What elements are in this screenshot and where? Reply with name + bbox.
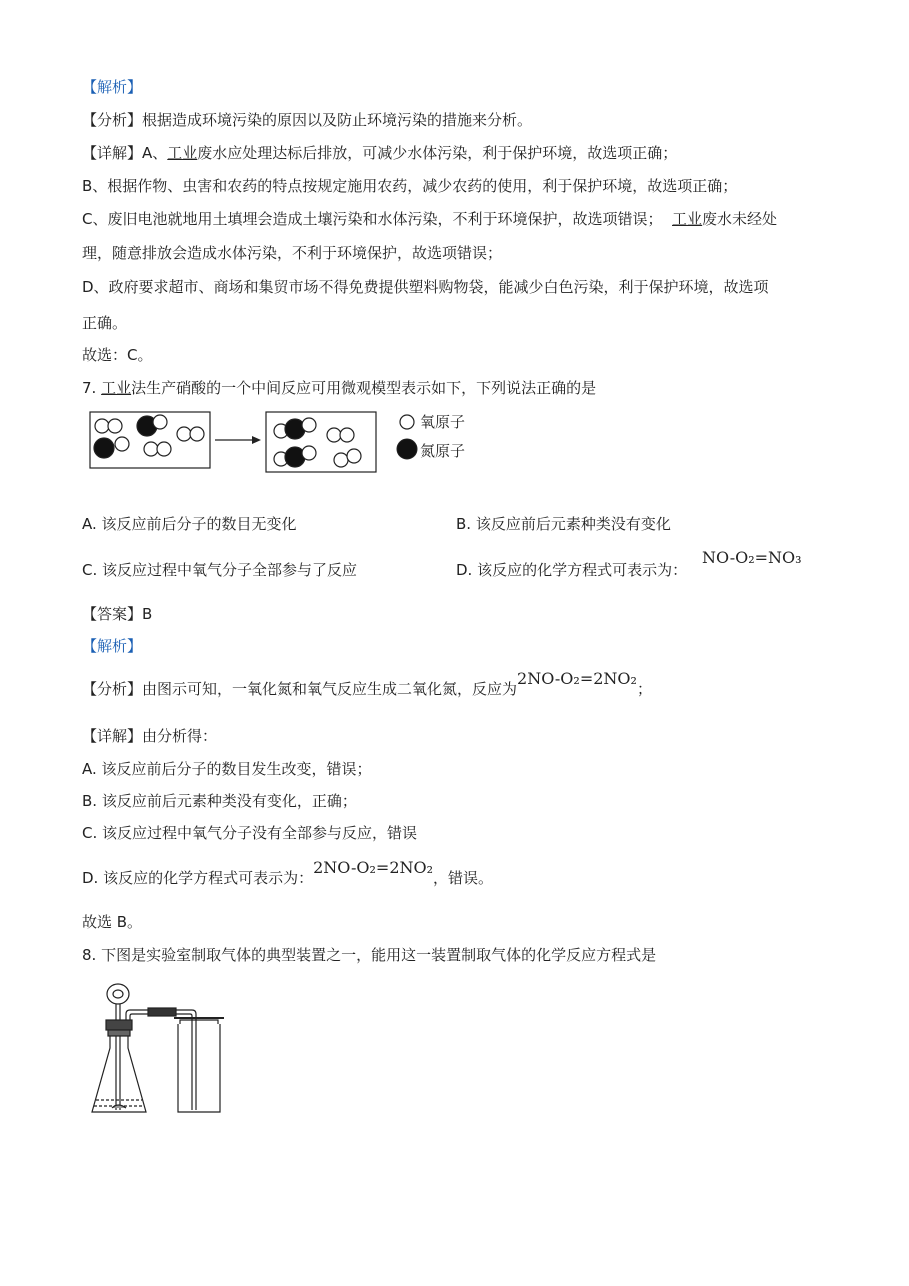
analysis-heading: 【解析】 (82, 78, 143, 96)
detail-line: 正确。 (82, 314, 128, 332)
detail-line: C、废旧电池就地用土填埋会造成土壤污染和水体污染，不利于环境保护，故选项错误； 工业废水未经处 (82, 210, 778, 228)
detail-line: D. 该反应的化学方程式可表示为：2NO-O₂=2NO₂，错误。 (82, 858, 494, 887)
option-c: C. 该反应过程中氧气分子全部参与了反应 (82, 561, 358, 579)
analysis-text: 【分析】由图示可知，一氧化氮和氧气反应生成二氧化氮，反应为2NO-O₂=2NO₂； (82, 669, 652, 698)
detail-line: B、根据作物、虫害和农药的特点按规定施用农药，减少农药的使用，利于保护环境，故选项正确； (82, 177, 738, 195)
analysis-text: 【分析】根据造成环境污染的原因以及防止环境污染的措施来分析。 (82, 111, 533, 129)
detail-equation: 2NO-O₂=2NO₂ (313, 858, 434, 877)
legend-nitrogen-label: 氮原子 (420, 442, 466, 460)
answer-line: 故选 B。 (82, 913, 143, 931)
legend-oxygen-label: 氧原子 (420, 413, 466, 431)
question-stem: 8. 下图是实验室制取气体的典型装置之一，能用这一装置制取气体的化学反应方程式是 (82, 946, 657, 964)
option-b: B. 该反应前后元素种类没有变化 (456, 515, 671, 533)
detail-line: 理，随意排放会造成水体污染，不利于环境保护，故选项错误； (82, 244, 503, 262)
detail-line: D、政府要求超市、商场和集贸市场不得免费提供塑料购物袋，能减少白色污染，利于保护环境，故选项 (82, 278, 769, 296)
analysis-equation: 2NO-O₂=2NO₂ (517, 669, 637, 688)
molecule-diagram (88, 404, 388, 474)
detail-line: B. 该反应前后元素种类没有变化，正确； (82, 792, 357, 810)
oxygen-atom-legend-icon (398, 413, 416, 431)
gas-apparatus-diagram (88, 980, 238, 1125)
option-a: A. 该反应前后分子的数目无变化 (82, 515, 297, 533)
question-stem: 7. 工业法生产硝酸的一个中间反应可用微观模型表示如下，下列说法正确的是 (82, 379, 597, 397)
detail-line: 【详解】A、工业废水应处理达标后排放，可减少水体污染，利于保护环境，故选项正确； (82, 144, 678, 162)
equation-d: NO-O₂=NO₃ (702, 548, 802, 567)
option-d: D. 该反应的化学方程式可表示为： (456, 561, 688, 579)
detail-line: A. 该反应前后分子的数目发生改变，错误； (82, 760, 372, 778)
detail-line: 【详解】由分析得： (82, 727, 218, 745)
answer-line: 故选：C。 (82, 346, 153, 364)
answer-key: 【答案】B (82, 605, 153, 623)
analysis-heading: 【解析】 (82, 637, 143, 655)
detail-line: C. 该反应过程中氧气分子没有全部参与反应，错误 (82, 824, 418, 842)
nitrogen-atom-legend-icon (396, 438, 418, 460)
